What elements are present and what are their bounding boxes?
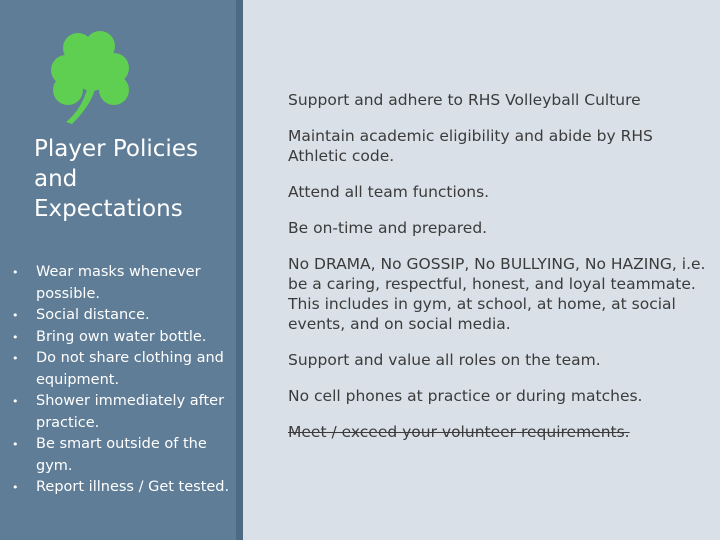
covid-guidelines-list [12, 262, 234, 499]
bullet-icon: • [12, 481, 19, 494]
panel-divider [236, 0, 243, 540]
list-item: • Shower immediately after practice. [12, 393, 225, 431]
list-item: • Do not share clothing and equipment. [12, 350, 224, 388]
policy-item-struck: Meet / exceed your volunteer requirements. [288, 423, 630, 441]
list-item: • Social distance. [12, 305, 234, 327]
list-item: • Wear masks whenever possible. [12, 264, 201, 302]
bullet-icon: • [12, 330, 19, 344]
policy-item: Attend all team functions. [288, 183, 490, 201]
policy-item: Support and value all roles on the team. [288, 351, 601, 369]
policy-item: No DRAMA, No GOSSIP, No BULLYING, No HAZING, i.e. be a caring, respectful, honest, and loyal teammate. This includes in gym, at school, at home, at social events, and on social media. [288, 255, 706, 333]
policy-item: Be on-time and prepared. [288, 219, 488, 237]
bullet-icon: • [12, 395, 19, 408]
bullet-icon: • [12, 266, 19, 279]
list-item: • Bring own water bottle. [12, 327, 234, 349]
left-panel [0, 0, 236, 540]
bullet-icon: • [12, 352, 19, 365]
slide-title: Player Policies and Expectations [34, 136, 198, 222]
list-item: • Report illness / Get tested. [12, 477, 234, 499]
policy-item: No cell phones at practice or during matches. [288, 387, 643, 405]
shamrock-icon [50, 28, 132, 124]
policy-item: Maintain academic eligibility and abide by RHS Athletic code. [288, 127, 653, 165]
policy-item: Support and adhere to RHS Volleyball Culture [288, 91, 641, 109]
policy-list [288, 90, 708, 458]
bullet-icon: • [12, 309, 19, 322]
list-item: • Be smart outside of the gym. [12, 436, 207, 474]
bullet-icon: • [12, 438, 19, 451]
